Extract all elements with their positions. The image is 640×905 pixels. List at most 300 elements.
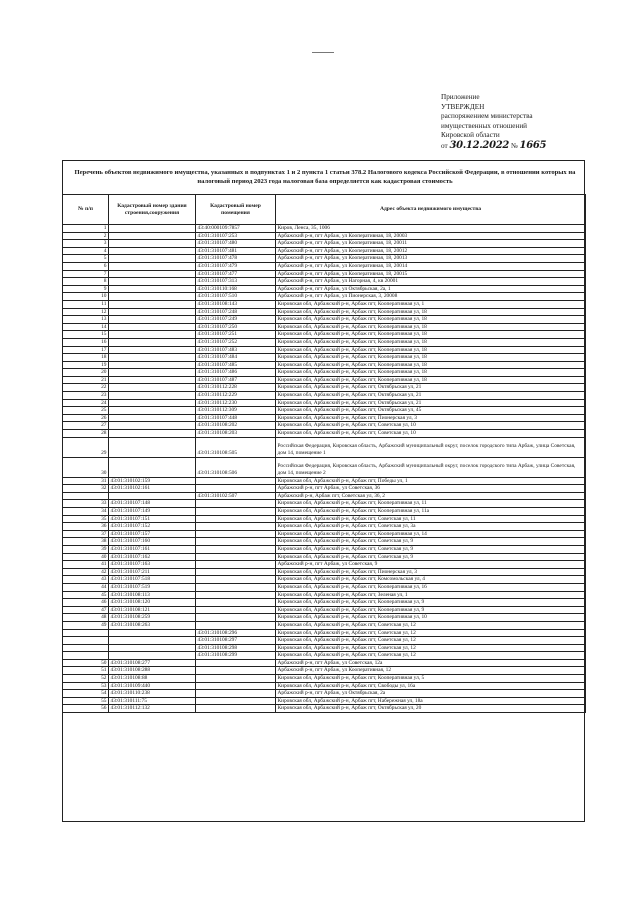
table-row (63, 568, 586, 576)
table-row (63, 300, 586, 308)
cell-premises-cadastral: 43:01:310108:298 (196, 644, 276, 652)
cell-premises-cadastral (196, 697, 276, 705)
cell-number: 27 (63, 422, 109, 430)
date-prefix: от (441, 141, 448, 150)
cell-premises-cadastral (196, 614, 276, 622)
approval-line: имущественных отношений (441, 121, 528, 130)
date-value: 30.12.2022 (449, 139, 510, 151)
cell-building-cadastral: 43:01:310102:161 (109, 485, 196, 493)
table-row (63, 477, 586, 485)
cell-premises-cadastral: 43:01:310112:230 (196, 399, 276, 407)
cell-number: 23 (63, 392, 109, 400)
cell-number (63, 492, 109, 500)
cell-building-cadastral: 43:01:310108:113 (109, 591, 196, 599)
cell-number: 28 (63, 430, 109, 438)
cell-building-cadastral (109, 262, 196, 270)
cell-number: 49 (63, 621, 109, 629)
cell-premises-cadastral: 43:40:000109:7857 (196, 225, 276, 233)
cell-number: 47 (63, 606, 109, 614)
cell-number: 12 (63, 308, 109, 316)
cell-building-cadastral: 43:01:310107:162 (109, 553, 196, 561)
cell-premises-cadastral: 43:01:310107:481 (196, 247, 276, 255)
cell-number: 48 (63, 614, 109, 622)
cell-premises-cadastral: 43:01:310112:229 (196, 392, 276, 400)
document-title: Перечень объектов недвижимого имущества, указанных в подпунктах 1 и 2 пункта 1 статьи 378.2 Налогового кодекса Российской Федерации, в отношении которых на налоговый период 2023 года налоговая база определяется как кадастровая стоимость (74, 169, 576, 185)
cell-number: 24 (63, 399, 109, 407)
cell-building-cadastral (109, 629, 196, 637)
cell-building-cadastral (109, 232, 196, 240)
cell-address: Кировская обл, Арбажский р-н, Арбаж пгт, Кооперативная ул, 5 (276, 675, 586, 683)
approval-date-line (441, 141, 546, 152)
cell-premises-cadastral: 43:01:310108:506 (196, 457, 276, 477)
cell-address: Кировская обл, Арбажский р-н, Арбаж пгт, Кооперативная ул, 14 (276, 530, 586, 538)
cell-address: Российская Федерация, Кировская область, Арбажский муниципальный округ, поселок городского типа Арбаж, улица Советская, дом 14, помещение 2 (276, 457, 586, 477)
cell-building-cadastral (109, 331, 196, 339)
cell-building-cadastral (109, 361, 196, 369)
table-row (63, 599, 586, 607)
table-row (63, 500, 586, 508)
table-row (63, 293, 586, 301)
cell-premises-cadastral: 43:01:310107:486 (196, 369, 276, 377)
cell-number: 13 (63, 316, 109, 324)
table-row (63, 407, 586, 415)
cell-number: 22 (63, 384, 109, 392)
table-row (63, 422, 586, 430)
cell-building-cadastral: 43:01:310109:440 (109, 682, 196, 690)
table-row (63, 705, 586, 713)
table-row (63, 545, 586, 553)
cell-number: 54 (63, 690, 109, 698)
cell-number: 55 (63, 697, 109, 705)
cell-building-cadastral (109, 323, 196, 331)
cell-address: Киров, Ленса, 35, 1006 (276, 225, 586, 233)
cell-building-cadastral (109, 354, 196, 362)
table-row (63, 346, 586, 354)
cell-building-cadastral (109, 652, 196, 660)
cell-building-cadastral: 43:01:310107:149 (109, 508, 196, 516)
table-row (63, 614, 586, 622)
table-row (63, 508, 586, 516)
cell-number: 26 (63, 414, 109, 422)
cell-address: Арбажский р-н, Арбаж пгт, Советская ул, 36, 2 (276, 492, 586, 500)
approval-block (441, 93, 546, 152)
cell-building-cadastral (109, 414, 196, 422)
cell-address: Кировская обл, Арбажский р-н, Арбаж пгт, Советская ул, 10 (276, 430, 586, 438)
cell-address: Арбажский р-н, пгт Арбаж, ул Кооперативная, 12 (276, 667, 586, 675)
cell-address: Кировская обл, Арбажский р-н, Арбаж пгт, Советская ул, 12 (276, 621, 586, 629)
cell-premises-cadastral: 43:01:310108:202 (196, 422, 276, 430)
table-row (63, 457, 586, 477)
table-row (63, 354, 586, 362)
cell-premises-cadastral: 43:01:310112:309 (196, 407, 276, 415)
number-value: 1665 (519, 139, 547, 151)
table-row (63, 225, 586, 233)
cell-premises-cadastral (196, 500, 276, 508)
approval-line: Кировской области (441, 131, 500, 140)
cell-premises-cadastral: 43:01:310107:252 (196, 338, 276, 346)
cell-number: 1 (63, 225, 109, 233)
cell-number: 56 (63, 705, 109, 713)
cell-address: Арбажский р-н, пгт Арбаж, ул Кооперативная, 18, 20014 (276, 262, 586, 270)
cell-premises-cadastral (196, 599, 276, 607)
table-row (63, 331, 586, 339)
table-row (63, 278, 586, 286)
table-row (63, 414, 586, 422)
cell-number: 51 (63, 667, 109, 675)
cell-premises-cadastral (196, 523, 276, 531)
cell-premises-cadastral: 43:01:310107:480 (196, 240, 276, 248)
cell-building-cadastral (109, 247, 196, 255)
table-row (63, 682, 586, 690)
approval-line: распоряжением министерства (441, 112, 533, 121)
cell-building-cadastral (109, 369, 196, 377)
cell-building-cadastral (109, 384, 196, 392)
cell-premises-cadastral: 43:01:310108:203 (196, 430, 276, 438)
cell-address: Кировская обл, Арбажский р-н, Арбаж пгт, Кооперативная ул, 18 (276, 346, 586, 354)
cell-premises-cadastral: 43:01:310110:168 (196, 285, 276, 293)
cell-number (63, 644, 109, 652)
approval-line: Приложение (441, 93, 480, 101)
cell-address: Кировская обл, Арбажский р-н, Арбаж пгт, Советская ул, 9 (276, 553, 586, 561)
cell-building-cadastral (109, 300, 196, 308)
cell-building-cadastral: 43:01:310108:263 (109, 621, 196, 629)
cell-address: Кировская обл, Арбажский р-н, Арбаж пгт, Кооперативная ул, 11 (276, 500, 586, 508)
cell-building-cadastral (109, 338, 196, 346)
cell-premises-cadastral (196, 538, 276, 546)
cell-building-cadastral (109, 255, 196, 263)
table-row (63, 591, 586, 599)
cell-number (63, 637, 109, 645)
table-row (63, 515, 586, 523)
cell-address: Кировская обл, Арбажский р-н, Арбаж пгт, Октябрьская ул, 20 (276, 705, 586, 713)
table-row (63, 637, 586, 645)
cell-premises-cadastral: 43:01:310107:448 (196, 414, 276, 422)
cell-address: Арбажский р-н, пгт Арбаж, ул Советская, 12а (276, 659, 586, 667)
cell-number: 35 (63, 515, 109, 523)
cell-number: 38 (63, 538, 109, 546)
cell-number: 33 (63, 500, 109, 508)
cell-number: 18 (63, 354, 109, 362)
cell-number: 20 (63, 369, 109, 377)
table-row (63, 316, 586, 324)
cell-address: Арбажский р-н, пгт Арбаж, ул Октябрьская, 2а, 1 (276, 285, 586, 293)
cell-building-cadastral (109, 308, 196, 316)
cell-address: Кировская обл, Арбажский р-н, Арбаж пгт, Победы ул, 1 (276, 477, 586, 485)
table-row (63, 690, 586, 698)
cell-premises-cadastral (196, 606, 276, 614)
cell-number: 6 (63, 262, 109, 270)
cell-building-cadastral: 43:01:310111:75 (109, 697, 196, 705)
cell-building-cadastral: 43:01:310108:277 (109, 659, 196, 667)
table-row (63, 561, 586, 569)
table-row (63, 553, 586, 561)
cell-address: Российская Федерация, Кировская область, Арбажский муниципальный округ, поселок городского типа Арбаж, улица Советская, дом 14, помещение 1 (276, 437, 586, 457)
cell-address: Кировская обл, Арбажский р-н, Арбаж пгт, Советская ул, 9 (276, 538, 586, 546)
cell-building-cadastral (109, 278, 196, 286)
cell-address: Кировская обл, Арбажский р-н, Арбаж пгт, Кооперативная ул, 18 (276, 354, 586, 362)
cell-address: Арбажский р-н, пгт Арбаж, ул Пионерская, 3, 20008 (276, 293, 586, 301)
cell-address: Кировская обл, Арбажский р-н, Арбаж пгт, Зеленая ул, 1 (276, 591, 586, 599)
cell-address: Кировская обл, Арбажский р-н, Арбаж пгт, Кооперативная ул, 16 (276, 583, 586, 591)
cell-number: 25 (63, 407, 109, 415)
cell-premises-cadastral: 43:01:310107:510 (196, 293, 276, 301)
cell-building-cadastral: 43:01:310107:518 (109, 576, 196, 584)
table-row (63, 369, 586, 377)
cell-number (63, 629, 109, 637)
cell-building-cadastral (109, 407, 196, 415)
cell-address: Кировская обл, Арбажский р-н, Арбаж пгт, Пионерская ул, 3 (276, 414, 586, 422)
cell-address: Кировская обл, Арбажский р-н, Арбаж пгт, Кооперативная ул, 11а (276, 508, 586, 516)
cell-address: Кировская обл, Арбажский р-н, Арбаж пгт, Советская ул, 9 (276, 545, 586, 553)
cell-number: 16 (63, 338, 109, 346)
table-row (63, 606, 586, 614)
cell-number: 34 (63, 508, 109, 516)
cell-building-cadastral: 43:01:310108:88 (109, 675, 196, 683)
cell-premises-cadastral (196, 515, 276, 523)
cell-address: Кировская обл, Арбажский р-н, Арбаж пгт, Советская ул, 12 (276, 637, 586, 645)
cell-premises-cadastral (196, 705, 276, 713)
cell-building-cadastral: 43:01:310108:288 (109, 667, 196, 675)
cell-address: Кировская обл, Арбажский р-н, Арбаж пгт, Свободы ул, 16а (276, 682, 586, 690)
cell-premises-cadastral: 43:01:310107:485 (196, 361, 276, 369)
table-row (63, 285, 586, 293)
cell-number: 11 (63, 300, 109, 308)
table-row (63, 262, 586, 270)
table-body (63, 225, 586, 713)
table-row (63, 437, 586, 457)
cell-number: 32 (63, 485, 109, 493)
cell-building-cadastral: 43:01:310107:160 (109, 538, 196, 546)
cell-premises-cadastral (196, 667, 276, 675)
table-row (63, 323, 586, 331)
cell-building-cadastral: 43:01:310102:159 (109, 477, 196, 485)
table-row (63, 361, 586, 369)
cell-premises-cadastral: 43:01:310112:228 (196, 384, 276, 392)
cell-address: Кировская обл, Арбажский р-н, Арбаж пгт, Кооперативная ул, 9 (276, 606, 586, 614)
table-row (63, 675, 586, 683)
cell-premises-cadastral (196, 621, 276, 629)
cell-address: Кировская обл, Арбажский р-н, Арбаж пгт, Кооперативная ул, 18 (276, 316, 586, 324)
cell-address: Кировская обл, Арбажский р-н, Арбаж пгт, Октябрьская ул, 21 (276, 384, 586, 392)
cell-premises-cadastral: 43:01:310107:479 (196, 262, 276, 270)
cell-premises-cadastral (196, 675, 276, 683)
cell-building-cadastral (109, 637, 196, 645)
cell-premises-cadastral: 43:01:310107:248 (196, 308, 276, 316)
cell-address: Арбажский р-н, пгт Арбаж, ул Советская, 9 (276, 561, 586, 569)
cell-building-cadastral: 43:01:310107:148 (109, 500, 196, 508)
cell-number: 10 (63, 293, 109, 301)
cell-address: Арбажский р-н, пгт Арбаж, ул Октябрьская, 2а (276, 690, 586, 698)
cell-premises-cadastral (196, 561, 276, 569)
cell-number: 50 (63, 659, 109, 667)
table-row (63, 652, 586, 660)
table-row (63, 538, 586, 546)
cell-premises-cadastral (196, 576, 276, 584)
table-row (63, 240, 586, 248)
cell-building-cadastral: 43:01:310107:519 (109, 583, 196, 591)
cell-number: 42 (63, 568, 109, 576)
cell-building-cadastral (109, 457, 196, 477)
cell-building-cadastral: 43:01:310107:161 (109, 545, 196, 553)
number-prefix: № (510, 141, 518, 150)
cell-number: 52 (63, 675, 109, 683)
cell-number: 40 (63, 553, 109, 561)
cell-number: 36 (63, 523, 109, 531)
cell-building-cadastral (109, 240, 196, 248)
cell-number: 3 (63, 240, 109, 248)
cell-address: Кировская обл, Арбажский р-н, Арбаж пгт, Кооперативная ул, 18 (276, 308, 586, 316)
table-header-row (63, 195, 586, 225)
table-row (63, 270, 586, 278)
cell-number: 31 (63, 477, 109, 485)
cell-premises-cadastral: 43:01:310108:143 (196, 300, 276, 308)
cell-premises-cadastral (196, 485, 276, 493)
cell-address: Кировская обл, Арбажский р-н, Арбаж пгт, Советская ул, 12 (276, 629, 586, 637)
cell-number: 5 (63, 255, 109, 263)
cell-building-cadastral: 43:01:310108:120 (109, 599, 196, 607)
table-row (63, 376, 586, 384)
cell-building-cadastral: 43:01:310107:157 (109, 530, 196, 538)
cell-premises-cadastral (196, 545, 276, 553)
table-row (63, 621, 586, 629)
cell-premises-cadastral (196, 508, 276, 516)
table-row (63, 308, 586, 316)
cell-building-cadastral (109, 437, 196, 457)
table-row (63, 667, 586, 675)
cell-premises-cadastral: 43:01:310108:296 (196, 629, 276, 637)
table-row (63, 232, 586, 240)
cell-building-cadastral (109, 376, 196, 384)
table-row (63, 576, 586, 584)
cell-building-cadastral: 43:01:310110:238 (109, 690, 196, 698)
cell-building-cadastral: 43:01:310108:259 (109, 614, 196, 622)
cell-premises-cadastral (196, 553, 276, 561)
table-row (63, 384, 586, 392)
cell-premises-cadastral: 43:01:310107:487 (196, 376, 276, 384)
table-row (63, 492, 586, 500)
cell-building-cadastral (109, 285, 196, 293)
cell-building-cadastral: 43:01:310107:152 (109, 523, 196, 531)
cell-premises-cadastral: 43:01:310102:507 (196, 492, 276, 500)
cell-number: 53 (63, 682, 109, 690)
cell-building-cadastral (109, 492, 196, 500)
cell-number: 17 (63, 346, 109, 354)
cell-number: 19 (63, 361, 109, 369)
cell-building-cadastral (109, 225, 196, 233)
cell-number: 30 (63, 457, 109, 477)
cell-premises-cadastral: 43:01:310108:299 (196, 652, 276, 660)
cell-address: Кировская обл, Арбажский р-н, Арбаж пгт, Пионерская ул, 3 (276, 568, 586, 576)
cell-address: Арбажский р-н, пгт Арбаж, ул Кооперативная, 18, 20013 (276, 255, 586, 263)
cell-building-cadastral (109, 316, 196, 324)
cell-number: 39 (63, 545, 109, 553)
cell-building-cadastral (109, 293, 196, 301)
header-building-cadastral: Кадастровый номер здания строения,сооружения (109, 195, 196, 225)
cell-address: Кировская обл, Арбажский р-н, Арбаж пгт, Кооперативная ул, 10 (276, 614, 586, 622)
table-row (63, 485, 586, 493)
cell-number: 9 (63, 285, 109, 293)
cell-building-cadastral: 43:01:310107:151 (109, 515, 196, 523)
cell-number: 15 (63, 331, 109, 339)
cell-premises-cadastral (196, 583, 276, 591)
cell-building-cadastral (109, 430, 196, 438)
cell-premises-cadastral (196, 530, 276, 538)
cell-number: 43 (63, 576, 109, 584)
table-row (63, 255, 586, 263)
cell-address: Кировская обл, Арбажский р-н, Арбаж пгт, Комсомольская ул, 4 (276, 576, 586, 584)
table-row (63, 247, 586, 255)
table-row (63, 629, 586, 637)
cell-building-cadastral (109, 392, 196, 400)
cell-address: Арбажский р-н, пгт Арбаж, ул Кооперативная, 18, 20012 (276, 247, 586, 255)
cell-premises-cadastral: 43:01:310107:483 (196, 346, 276, 354)
cell-address: Арбажский р-н, пгт Арбаж, ул Кооперативная, 18, 20011 (276, 240, 586, 248)
cell-address: Арбажский р-н, пгт Арбаж, ул Нагорная, 4, кв 20001 (276, 278, 586, 286)
cell-premises-cadastral: 43:01:310107:249 (196, 316, 276, 324)
cell-address: Кировская обл, Арбажский р-н, Арбаж пгт, Кооперативная ул, 1 (276, 300, 586, 308)
cell-number: 8 (63, 278, 109, 286)
header-number: № п/п (63, 195, 109, 225)
table-row (63, 644, 586, 652)
cell-building-cadastral: 43:01:310107:163 (109, 561, 196, 569)
cell-building-cadastral: 43:01:310108:121 (109, 606, 196, 614)
cell-building-cadastral: 43:01:310112:132 (109, 705, 196, 713)
cell-premises-cadastral (196, 477, 276, 485)
cell-address: Кировская обл, Арбажский р-н, Арбаж пгт, Октябрьская ул, 45 (276, 407, 586, 415)
cell-number (63, 652, 109, 660)
cell-address: Кировская обл, Арбажский р-н, Арбаж пгт, Советская ул, 12 (276, 652, 586, 660)
cell-address: Арбажский р-н, пгт Арбаж, ул Кооперативная, 18, 20015 (276, 270, 586, 278)
cell-number: 37 (63, 530, 109, 538)
cell-number: 44 (63, 583, 109, 591)
cell-building-cadastral (109, 346, 196, 354)
cell-number: 4 (63, 247, 109, 255)
cell-premises-cadastral: 43:01:310108:505 (196, 437, 276, 457)
cell-premises-cadastral: 43:01:310107:478 (196, 255, 276, 263)
cell-address: Кировская обл, Арбажский р-н, Арбаж пгт, Октябрьская ул, 21 (276, 399, 586, 407)
cell-address: Кировская обл, Арбажский р-н, Арбаж пгт, Кооперативная ул, 18 (276, 376, 586, 384)
table-row (63, 338, 586, 346)
cell-premises-cadastral (196, 568, 276, 576)
table-row (63, 523, 586, 531)
cell-building-cadastral (109, 422, 196, 430)
header-address: Адрес объекта недвижимого имущества (276, 195, 586, 225)
table-row (63, 399, 586, 407)
cell-building-cadastral (109, 644, 196, 652)
cell-number: 41 (63, 561, 109, 569)
cell-address: Арбажский р-н, пгт Арбаж, ул Кооперативная, 18, 20003 (276, 232, 586, 240)
header-premises-cadastral: Кадастровый номер помещения (196, 195, 276, 225)
cell-address: Кировская обл, Арбажский р-н, Арбаж пгт, Кооперативная ул, 18 (276, 331, 586, 339)
cell-premises-cadastral: 43:01:310107:253 (196, 232, 276, 240)
table-row (63, 659, 586, 667)
cell-number: 2 (63, 232, 109, 240)
cell-premises-cadastral (196, 690, 276, 698)
cell-premises-cadastral: 43:01:310107:251 (196, 331, 276, 339)
cell-address: Кировская обл, Арбажский р-н, Арбаж пгт, Советская ул, 3а (276, 523, 586, 531)
cell-address: Кировская обл, Арбажский р-н, Арбаж пгт, Советская ул, 10 (276, 422, 586, 430)
cell-premises-cadastral: 43:01:310107:250 (196, 323, 276, 331)
cell-address: Кировская обл, Арбажский р-н, Арбаж пгт, Октябрьская ул, 21 (276, 392, 586, 400)
cell-building-cadastral (109, 270, 196, 278)
cell-building-cadastral: 43:01:310107:211 (109, 568, 196, 576)
cell-address: Кировская обл, Арбажский р-н, Арбаж пгт, Набережная ул, 18а (276, 697, 586, 705)
cell-number: 46 (63, 599, 109, 607)
cell-premises-cadastral (196, 659, 276, 667)
cell-premises-cadastral (196, 591, 276, 599)
cell-number: 21 (63, 376, 109, 384)
cell-premises-cadastral (196, 682, 276, 690)
